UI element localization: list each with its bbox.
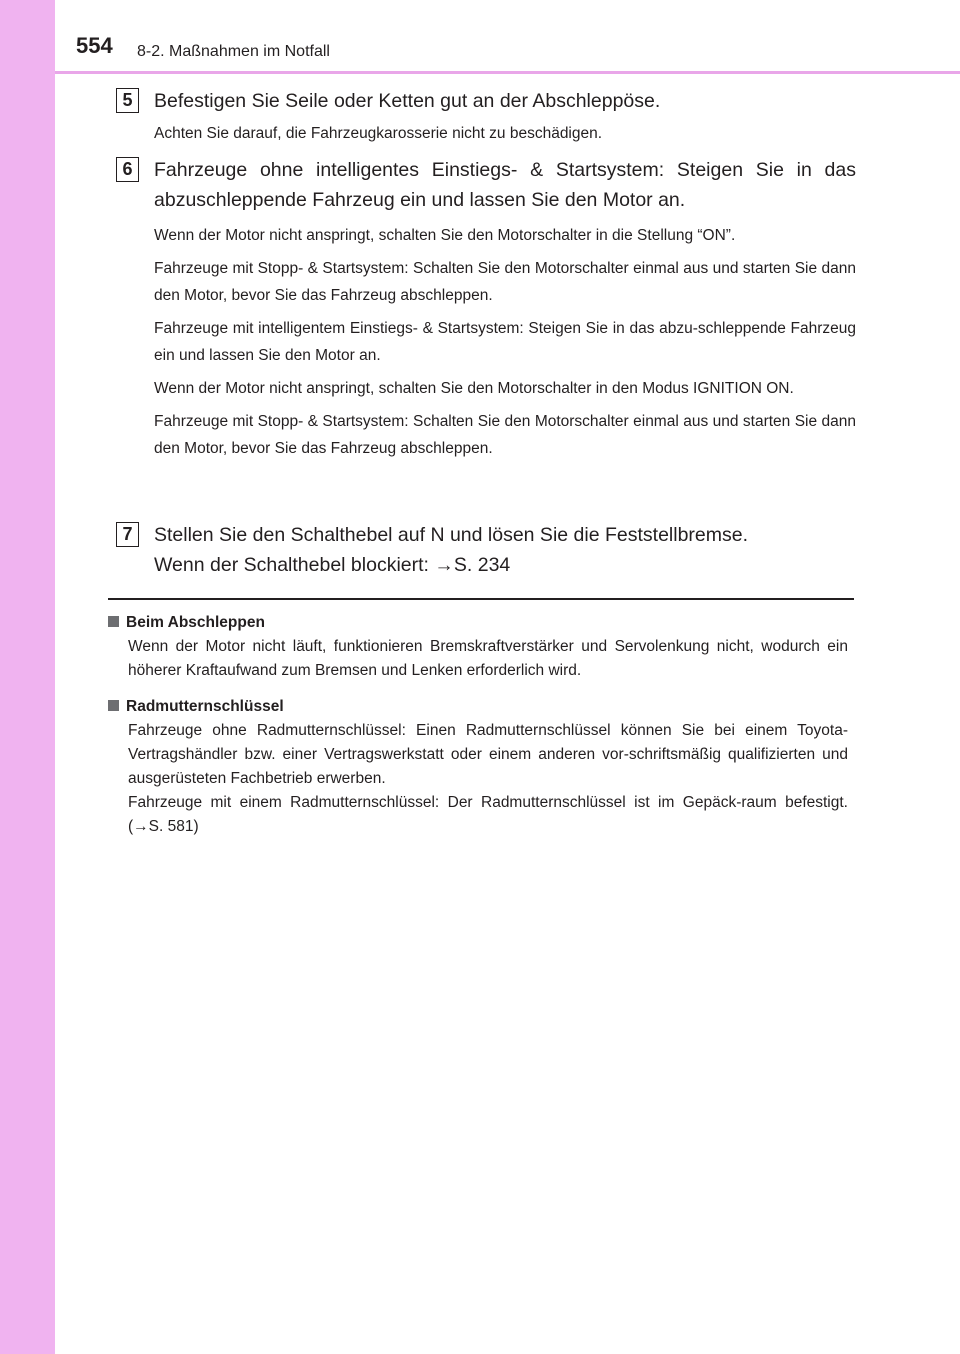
step-title: Fahrzeuge ohne intelligentes Einstiegs- & Startsystem: Steigen Sie in das abzuschleppende Fahrzeug ein und lassen Sie den Motor an. xyxy=(154,159,856,211)
note-text: Fahrzeuge ohne Radmutternschlüssel: Einen Radmutternschlüssel können Sie bei einem Toyota-Vertragshändler bzw. einer Vertragswerkstatt oder einem anderen vor-schriftsmäßig qualifizierten und ausgerüsteten Fachbetrieb erwerben. xyxy=(128,722,848,787)
note-heading xyxy=(108,695,848,719)
page-margin-band xyxy=(0,0,55,1354)
note-towing xyxy=(108,611,848,683)
step-6 xyxy=(116,155,856,462)
note-text: Fahrzeuge mit einem Radmutternschlüssel: Der Radmutternschlüssel ist im Gepäck-raum befestigt. (→S. 581) xyxy=(128,794,848,835)
step-paragraph: Wenn der Motor nicht anspringt, schalten Sie den Motorschalter in die Stellung “ON”. xyxy=(154,227,736,244)
square-bullet-icon xyxy=(108,700,119,711)
step-number-badge: 6 xyxy=(116,157,139,182)
page-number: 554 xyxy=(76,33,113,58)
step-title: Befestigen Sie Seile oder Ketten gut an der Abschleppöse. xyxy=(154,90,661,112)
note-heading-text: Beim Abschleppen xyxy=(126,614,265,631)
step-paragraph: Fahrzeuge mit Stopp- & Startsystem: Schalten Sie den Motorschalter einmal aus und starten Sie dann den Motor, bevor Sie das Fahrzeug abschleppen. xyxy=(154,260,856,304)
step-title: Stellen Sie den Schalthebel auf N und lösen Sie die Feststellbremse. xyxy=(154,524,749,546)
step-number-badge: 7 xyxy=(116,522,139,547)
note-body xyxy=(128,635,848,683)
step-number-badge: 5 xyxy=(116,88,139,113)
note-wheel-nut-wrench xyxy=(108,695,848,839)
note-body xyxy=(128,719,848,839)
step-paragraph: Fahrzeuge mit intelligentem Einstiegs- & Startsystem: Steigen Sie in das abzu-schleppende Fahrzeug ein und lassen Sie den Motor an. xyxy=(154,320,856,364)
step-7 xyxy=(116,520,856,580)
step-paragraph: Wenn der Motor nicht anspringt, schalten Sie den Motorschalter in den Modus IGNITION ON. xyxy=(154,380,794,397)
note-text: Wenn der Motor nicht läuft, funktionieren Bremskraftverstärker und Servolenkung nicht, wodurch ein höherer Kraftaufwand zum Bremsen und Lenken erforderlich wird. xyxy=(128,638,848,679)
section-divider xyxy=(108,598,854,600)
note-heading xyxy=(108,611,848,635)
header-rule xyxy=(55,71,960,74)
step-paragraph: Fahrzeuge mit Stopp- & Startsystem: Schalten Sie den Motorschalter einmal aus und starten Sie dann den Motor, bevor Sie das Fahrzeug abschleppen. xyxy=(154,413,856,457)
step-5 xyxy=(116,86,856,147)
step-paragraph: Achten Sie darauf, die Fahrzeugkarosserie nicht zu beschädigen. xyxy=(154,125,603,142)
section-title: 8-2. Maßnahmen im Notfall xyxy=(137,43,330,60)
step-title-reference: Wenn der Schalthebel blockiert: →S. 234 xyxy=(154,554,511,576)
square-bullet-icon xyxy=(108,616,119,627)
note-heading-text: Radmutternschlüssel xyxy=(126,698,284,715)
